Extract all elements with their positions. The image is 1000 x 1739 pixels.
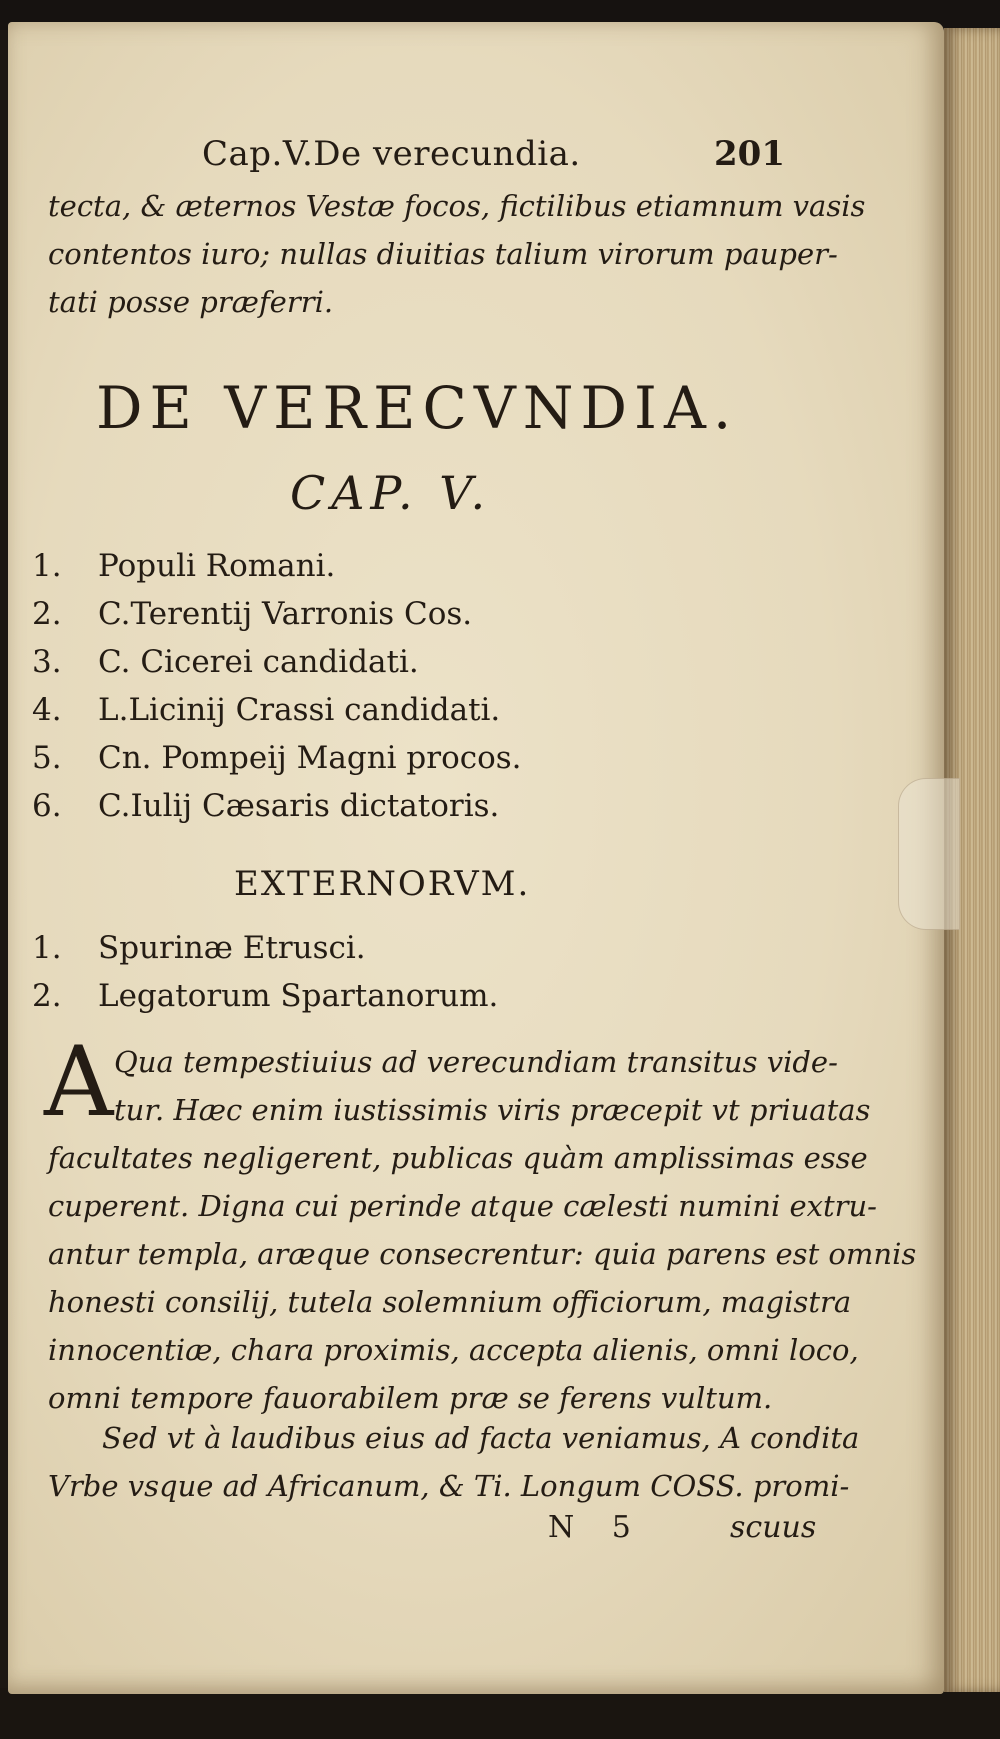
roman-examples-list xyxy=(32,548,732,836)
text-line: honesti consilij, tutela solemnium officiorum, magistra xyxy=(48,1285,852,1319)
text-line: contentos iuro; nullas diuitias talium virorum pauper- xyxy=(48,237,838,271)
list-item xyxy=(32,692,732,740)
item-text: C.Iulij Cæsaris dictatoris. xyxy=(98,788,500,824)
text-line: tecta, & æternos Vestæ focos, fictilibus etiamnum vasis xyxy=(48,189,866,223)
text-line: Sed vt à laudibus eius ad facta veniamus, A condita xyxy=(102,1421,860,1455)
item-number: 1. xyxy=(32,548,62,584)
text-line: tur. Hæc enim iustissimis viris præcepit vt priuatas xyxy=(114,1093,871,1127)
signature-mark: N 5 xyxy=(548,1510,645,1545)
list-item xyxy=(32,930,732,978)
list-item xyxy=(32,788,732,836)
external-examples-list xyxy=(32,930,732,1026)
item-text: Cn. Pompeij Magni procos. xyxy=(98,740,522,776)
list-item xyxy=(32,596,732,644)
catchword: scuus xyxy=(730,1510,817,1545)
item-number: 1. xyxy=(32,930,62,966)
text-line: Vrbe vsque ad Africanum, & Ti. Longum COSS. promi- xyxy=(48,1469,850,1503)
item-text: Populi Romani. xyxy=(98,548,336,584)
chapter-label: CAP. V. xyxy=(290,466,492,520)
text-line: cuperent. Digna cui perinde atque cælesti numini extru- xyxy=(48,1189,877,1223)
list-item xyxy=(32,548,732,596)
item-number: 2. xyxy=(32,978,62,1014)
text-line: antur templa, aræque consecrentur: quia parens est omnis xyxy=(48,1237,917,1271)
item-text: L.Licinij Crassi candidati. xyxy=(98,692,501,728)
item-text: C. Cicerei candidati. xyxy=(98,644,419,680)
text-line: tati posse præferri. xyxy=(48,285,334,319)
text-line: facultates negligerent, publicas quàm amplissimas esse xyxy=(48,1141,868,1175)
text-line: omni tempore fauorabilem præ se ferens vultum. xyxy=(48,1381,773,1415)
item-text: Legatorum Spartanorum. xyxy=(98,978,499,1014)
main-paragraph xyxy=(48,1038,916,1422)
section-heading: DE VERECVNDIA. xyxy=(96,374,739,442)
item-number: 5. xyxy=(32,740,62,776)
scan-bottom-border xyxy=(0,1688,1000,1739)
external-heading: EXTERNORVM. xyxy=(234,864,531,904)
page-number: 201 xyxy=(714,134,785,174)
opening-paragraph xyxy=(48,182,865,326)
running-title: Cap.V.De verecundia. xyxy=(202,134,581,174)
item-text: C.Terentij Varronis Cos. xyxy=(98,596,473,632)
page-clip xyxy=(898,778,960,930)
item-text: Spurinæ Etrusci. xyxy=(98,930,366,966)
book-page xyxy=(8,22,944,1694)
item-number: 6. xyxy=(32,788,62,824)
text-line: innocentiæ, chara proximis, accepta alienis, omni loco, xyxy=(48,1333,859,1367)
drop-cap: A xyxy=(44,1026,114,1138)
item-number: 4. xyxy=(32,692,62,728)
list-item xyxy=(32,740,732,788)
second-paragraph xyxy=(48,1414,859,1510)
list-item xyxy=(32,978,732,1026)
item-number: 2. xyxy=(32,596,62,632)
list-item xyxy=(32,644,732,692)
item-number: 3. xyxy=(32,644,62,680)
text-line: Qua tempestiuius ad verecundiam transitus vide- xyxy=(114,1045,838,1079)
